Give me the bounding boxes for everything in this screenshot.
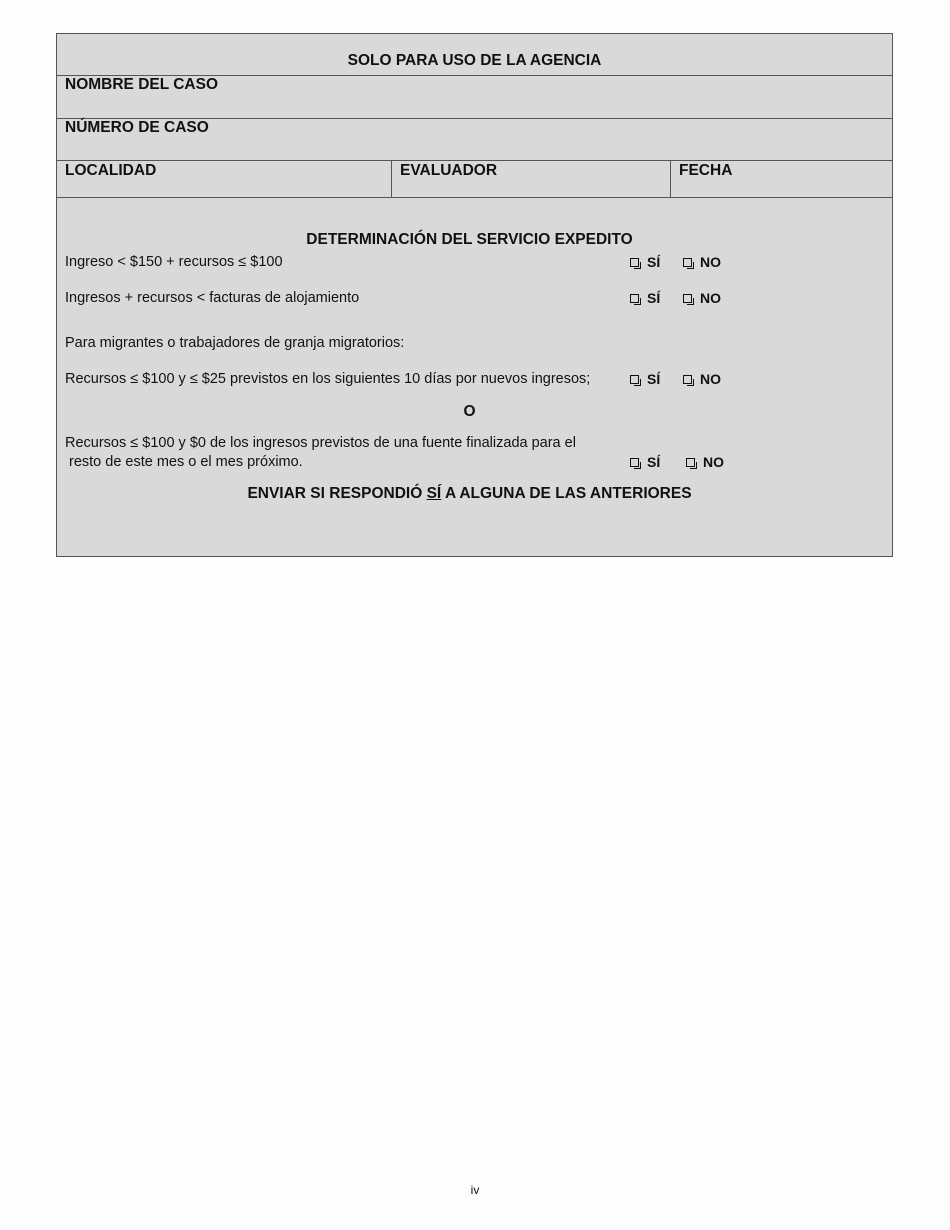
question-income-resources: Ingreso < $150 + recursos ≤ $100 [65,254,283,270]
migrants-intro: Para migrantes o trabajadores de granja migratorios: [65,335,405,351]
q1-no-checkbox[interactable]: NO [683,254,721,270]
q4-yes-checkbox[interactable]: SÍ [630,454,660,470]
question-new-income: Recursos ≤ $100 y ≤ $25 previstos en los siguientes 10 días por nuevos ingresos; [65,371,591,387]
checkbox-icon [630,258,639,267]
page-number: iv [470,1183,480,1197]
checkbox-icon [683,258,692,267]
divider [391,160,392,198]
divider [670,160,671,198]
question-ended-source-line2: resto de este mes o el mes próximo. [69,454,303,470]
question-housing-bills: Ingresos + recursos < facturas de alojamiento [65,290,360,306]
divider [57,160,892,161]
checkbox-icon [686,458,695,467]
or-label: O [463,403,476,420]
evaluator-label: EVALUADOR [400,162,498,179]
q2-no-checkbox[interactable]: NO [683,290,721,306]
q3-yes-checkbox[interactable]: SÍ [630,371,660,387]
checkbox-icon [630,458,639,467]
agency-only-heading: SOLO PARA USO DE LA AGENCIA [347,52,602,69]
locality-label: LOCALIDAD [65,162,157,179]
date-label: FECHA [679,162,733,179]
send-instruction: ENVIAR SI RESPONDIÓ SÍ A ALGUNA DE LAS ANTERIORES [247,485,692,502]
checkbox-icon [683,294,692,303]
question-ended-source-line1: Recursos ≤ $100 y $0 de los ingresos previstos de una fuente finalizada para el [65,435,576,451]
q3-no-checkbox[interactable]: NO [683,371,721,387]
checkbox-icon [683,375,692,384]
agency-form [56,33,893,557]
q4-no-checkbox[interactable]: NO [686,454,724,470]
section-title: DETERMINACIÓN DEL SERVICIO EXPEDITO [306,231,633,248]
checkbox-icon [630,375,639,384]
divider [57,197,892,198]
q2-yes-checkbox[interactable]: SÍ [630,290,660,306]
q1-yes-checkbox[interactable]: SÍ [630,254,660,270]
case-number-label: NÚMERO DE CASO [65,119,209,136]
checkbox-icon [630,294,639,303]
case-name-label: NOMBRE DEL CASO [65,76,219,93]
divider [57,75,892,76]
